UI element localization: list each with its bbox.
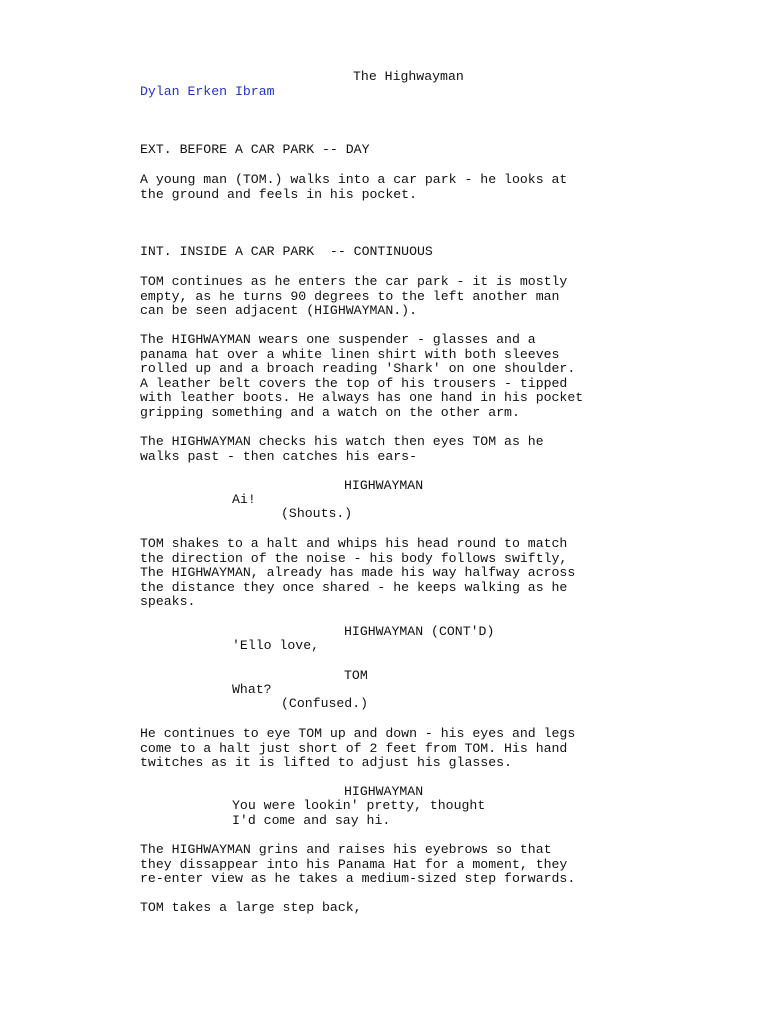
character-highwayman: HIGHWAYMAN — [344, 478, 424, 493]
character-highwayman-contd: HIGHWAYMAN (CONT'D) — [344, 624, 495, 639]
action-tom-steps-back: TOM takes a large step back, — [140, 900, 362, 915]
script-title: The Highwayman — [353, 69, 464, 84]
parenthetical-shouts: (Shouts.) — [281, 506, 353, 521]
character-highwayman-2: HIGHWAYMAN — [344, 784, 424, 799]
action-highwayman-grins: The HIGHWAYMAN grins and raises his eyebrows so that they dissappear into his Panama Hat for a moment, they re-enter view as he takes a medium-sized step forwards. — [140, 842, 576, 887]
dialogue-what: What? — [232, 682, 272, 697]
parenthetical-confused: (Confused.) — [281, 696, 369, 711]
dialogue-lookin-pretty: You were lookin' pretty, thought I'd come and say hi. — [232, 798, 486, 828]
scene-heading-ext-car-park: EXT. BEFORE A CAR PARK -- DAY — [140, 142, 370, 157]
action-checks-watch: The HIGHWAYMAN checks his watch then eyes TOM as he walks past - then catches his ears- — [140, 434, 544, 464]
scene-heading-int-car-park: INT. INSIDE A CAR PARK -- CONTINUOUS — [140, 244, 433, 259]
action-young-man: A young man (TOM.) walks into a car park - he looks at the ground and feels in his pocket. — [140, 172, 568, 202]
script-author: Dylan Erken Ibram — [140, 84, 275, 99]
action-highwayman-description: The HIGHWAYMAN wears one suspender - glasses and a panama hat over a white linen shirt with both sleeves rolled up and a broach reading 'Shark' on one shoulder. A leather belt covers the top of his trousers - tipped with leather boots. He always has one hand in his pocket gripping something and a watch on the other arm. — [140, 332, 584, 420]
action-eye-tom: He continues to eye TOM up and down - his eyes and legs come to a halt just short of 2 feet from TOM. His hand twitches as it is lifted to adjust his glasses. — [140, 726, 576, 771]
action-tom-shakes: TOM shakes to a halt and whips his head round to match the direction of the noise - his body follows swiftly, The HIGHWAYMAN, already has made his way halfway across the distance they once shared - he keeps walking as he speaks. — [140, 536, 576, 610]
character-tom: TOM — [344, 668, 368, 683]
action-tom-continues: TOM continues as he enters the car park - it is mostly empty, as he turns 90 degrees to the left another man can be seen adjacent (HIGHWAYMAN.). — [140, 274, 568, 319]
dialogue-ello-love: 'Ello love, — [232, 638, 320, 653]
dialogue-ai: Ai! — [232, 492, 256, 507]
